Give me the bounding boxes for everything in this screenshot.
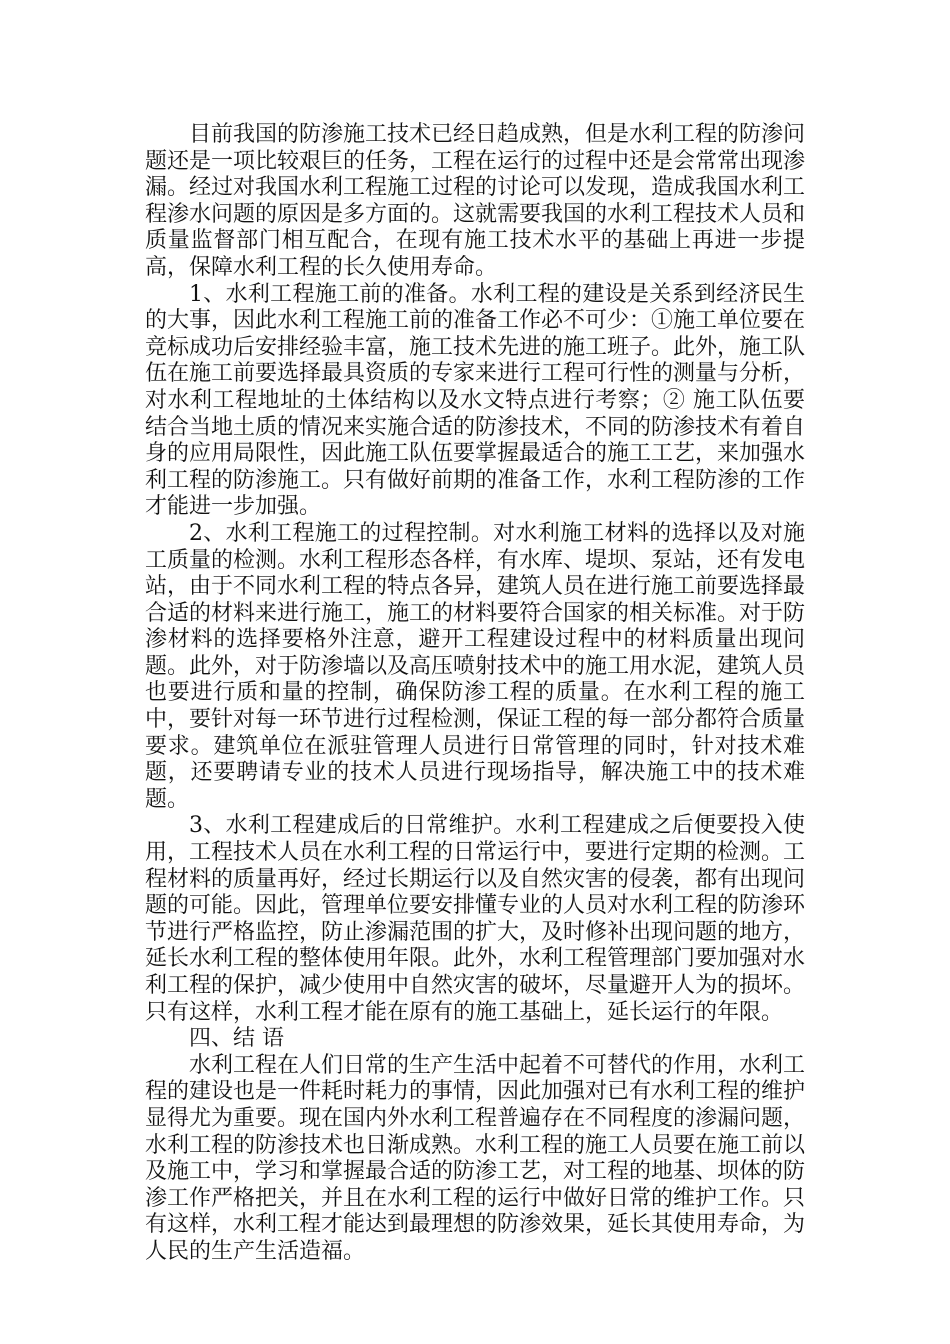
paragraph-conclusion: 水利工程在人们日常的生产生活中起着不可替代的作用，水利工程的建设也是一件耗时耗力的事情，因此加强对已有水利工程的维护显得尤为重要。现在国内外水利工程普遍存在不同程度的渗漏问题，水利工程的防渗技术也日渐成熟。水利工程的施工人员要在施工前以及施工中，学习和掌握最合适的防渗工艺，对工程的地基、坝体的防渗工作严格把关，并且在水利工程的运行中做好日常的维护工作。只有这样，水利工程才能达到最理想的防渗效果，延长其使用寿命，为人民的生产生活造福。: [145, 1052, 806, 1264]
document-body: [145, 122, 805, 1266]
paragraph-maintenance: 3、水利工程建成后的日常维护。水利工程建成之后便要投入使用，工程技术人员在水利工程的日常运行中，要进行定期的检测。工程材料的质量再好，经过长期运行以及自然灾害的侵袭，都有出现问题的可能。因此，管理单位要安排懂专业的人员对水利工程的防渗环节进行严格监控，防止渗漏范围的扩大，及时修补出现问题的地方，延长水利工程的整体使用年限。此外，水利工程管理部门要加强对水利工程的保护，减少使用中自然灾害的破坏，尽量避开人为的损坏。只有这样，水利工程才能在原有的施工基础上，延长运行的年限。: [145, 813, 806, 1025]
paragraph-preparation: 1、水利工程施工前的准备。水利工程的建设是关系到经济民生的大事，因此水利工程施工前的准备工作必不可少：①施工单位要在竞标成功后安排经验丰富，施工技术先进的施工班子。此外，施工队伍在施工前要选择最具资质的专家来进行工程可行性的测量与分析，对水利工程地址的土体结构以及水文特点进行考察；② 施工队伍要结合当地土质的情况来实施合适的防渗技术，不同的防渗技术有着自身的应用局限性，因此施工队伍要掌握最适合的施工工艺，来加强水利工程的防渗施工。只有做好前期的准备工作，水利工程防渗的工作才能进一步加强。: [145, 281, 806, 520]
paragraph-process-control: 2、水利工程施工的过程控制。对水利施工材料的选择以及对施工质量的检测。水利工程形态各样，有水库、堤坝、泵站，还有发电站，由于不同水利工程的特点各异，建筑人员在进行施工前要选择最合适的材料来进行施工，施工的材料要符合国家的相关标准。对于防渗材料的选择要格外注意，避开工程建设过程中的材料质量出现问题。此外，对于防渗墙以及高压喷射技术中的施工用水泥，建筑人员也要进行质和量的控制，确保防渗工程的质量。在水利工程的施工中，要针对每一环节进行过程检测，保证工程的每一部分都符合质量要求。建筑单位在派驻管理人员进行日常管理的同时，针对技术难题，还要聘请专业的技术人员进行现场指导，解决施工中的技术难题。: [145, 520, 806, 812]
paragraph-intro: 目前我国的防渗施工技术已经日趋成熟，但是水利工程的防渗问题还是一项比较艰巨的任务，工程在运行的过程中还是会常常出现渗漏。经过对我国水利工程施工过程的讨论可以发现，造成我国水利工程渗水问题的原因是多方面的。这就需要我国的水利工程技术人员和质量监督部门相互配合，在现有施工技术水平的基础上再进一步提高，保障水利工程的长久使用寿命。: [145, 122, 806, 280]
section-heading-conclusion: 四、结 语: [189, 1026, 284, 1052]
